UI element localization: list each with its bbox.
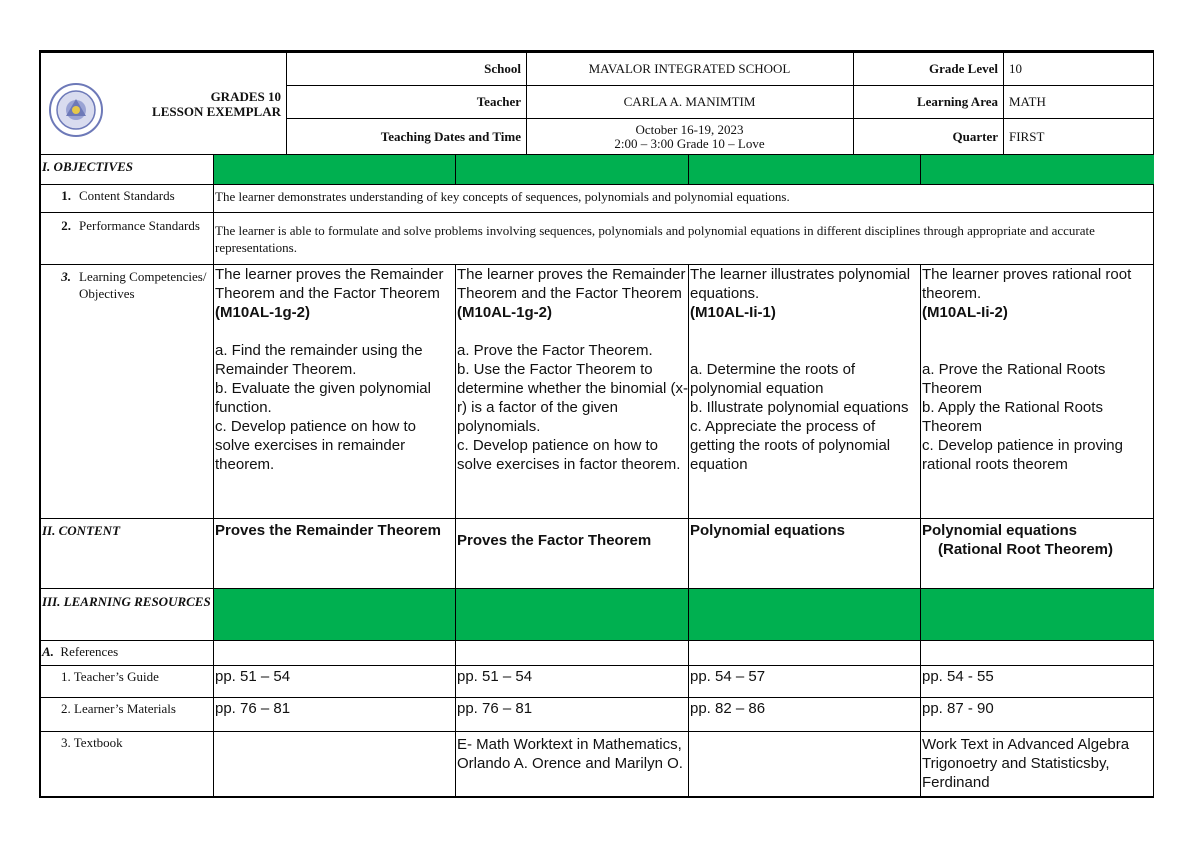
day1-code: (M10AL-1g-2)	[215, 304, 311, 321]
lm-day3: pp. 82 – 86	[688, 698, 920, 731]
quarter-label: Quarter	[952, 128, 998, 144]
day2-competency-cell	[455, 265, 688, 518]
textbook-row	[41, 731, 1154, 796]
day4-competency: The learner proves rational root theorem.	[922, 266, 1132, 302]
day2-objective-b: b. Use the Factor Theorem to determine whether the binomial (x-r) is a factor of the given polynomials.	[457, 361, 688, 435]
day1-objective-a: a. Find the remainder using the Remainder Theorem.	[215, 342, 423, 378]
content-day3: Polynomial equations	[688, 519, 920, 588]
tb-day3	[688, 732, 920, 796]
lm-day4: pp. 87 - 90	[920, 698, 1154, 731]
day3-competency: The learner illustrates polynomial equations.	[690, 266, 911, 302]
content-day2: Proves the Factor Theorem	[455, 519, 688, 588]
learners-materials-row	[41, 697, 1154, 731]
day4-objective-c: c. Develop patience in proving rational roots theorem	[922, 437, 1123, 473]
day3-competency-cell	[688, 265, 920, 518]
tg-day1: pp. 51 – 54	[213, 666, 455, 697]
day3-objective-c: c. Appreciate the process of getting the roots of polynomial equation	[690, 418, 891, 473]
day1-competency: The learner proves the Remainder Theorem and the Factor Theorem	[215, 266, 444, 302]
day4-objective-a: a. Prove the Rational Roots Theorem	[922, 361, 1106, 397]
performance-standards-label: Performance Standards	[79, 218, 200, 233]
quarter-value: FIRST	[1009, 128, 1045, 144]
day1-objective-b: b. Evaluate the given polynomial function.	[215, 380, 431, 416]
header-info-grid	[286, 53, 1154, 154]
learners-materials-label: 2. Learner’s Materials	[61, 701, 176, 716]
resources-heading-row	[41, 588, 1154, 640]
lm-day2: pp. 76 – 81	[455, 698, 688, 731]
content-day1: Proves the Remainder Theorem	[213, 519, 455, 588]
day1-objective-c: c. Develop patience on how to solve exercises in remainder theorem.	[215, 418, 416, 473]
day4-competency-cell	[920, 265, 1154, 518]
references-row	[41, 640, 1154, 665]
objectives-heading-row	[41, 154, 1154, 184]
performance-standards-num: 2.	[61, 218, 71, 233]
resources-heading: III. LEARNING RESOURCES	[42, 594, 211, 609]
competencies-row	[41, 264, 1154, 518]
day4-code: (M10AL-Ii-2)	[922, 304, 1008, 321]
tb-day2: E- Math Worktext in Mathematics, Orlando A. Orence and Marilyn O.	[455, 732, 688, 796]
dates-label: Teaching Dates and Time	[380, 128, 521, 144]
objectives-heading: I. OBJECTIVES	[42, 159, 134, 174]
day3-code: (M10AL-Ii-1)	[690, 304, 776, 321]
day4-objective-b: b. Apply the Rational Roots Theorem	[922, 399, 1103, 435]
teachers-guide-row	[41, 665, 1154, 697]
competencies-num: 3.	[61, 269, 71, 284]
teacher-label: Teacher	[476, 94, 521, 109]
title-grades: GRADES 10	[210, 89, 281, 104]
tb-day1	[213, 732, 455, 796]
dates-line2: 2:00 – 3:00 Grade 10 – Love	[614, 135, 765, 151]
lesson-header	[39, 50, 1154, 154]
teacher-value: CARLA A. MANIMTIM	[623, 94, 756, 109]
learning-area-label: Learning Area	[916, 94, 998, 109]
day2-objective-a: a. Prove the Factor Theorem.	[457, 342, 653, 359]
day2-objective-c: c. Develop patience on how to solve exercises in factor theorem.	[457, 437, 681, 473]
title-lesson-exemplar: LESSON EXEMPLAR	[152, 104, 281, 119]
tb-day4: Work Text in Advanced Algebra Trigonoetry and Statisticsby, Ferdinand	[920, 732, 1154, 796]
day1-competency-cell	[213, 265, 455, 518]
references-letter: A.	[42, 644, 54, 659]
learning-area-value: MATH	[1009, 94, 1046, 109]
tg-day3: pp. 54 – 57	[688, 666, 920, 697]
content-day4	[920, 519, 1154, 588]
title-block	[111, 89, 281, 119]
competencies-label: Learning Competencies/ Objectives	[79, 269, 207, 301]
grade-level-label: Grade Level	[929, 61, 998, 76]
performance-standards-row	[41, 212, 1154, 264]
content-day4-line1: Polynomial equations	[922, 522, 1078, 539]
textbook-label: 3. Textbook	[61, 735, 123, 750]
content-standards-text: The learner demonstrates understanding of key concepts of sequences, polynomials and polynomial equations.	[213, 185, 1154, 212]
content-row	[41, 518, 1154, 588]
tg-day2: pp. 51 – 54	[455, 666, 688, 697]
dates-value	[526, 119, 853, 154]
content-day4-line2: (Rational Root Theorem)	[938, 541, 1113, 558]
school-value: MAVALOR INTEGRATED SCHOOL	[588, 61, 791, 76]
day3-objective-b: b. Illustrate polynomial equations	[690, 399, 909, 416]
lesson-table	[39, 154, 1154, 798]
day2-code: (M10AL-1g-2)	[457, 304, 553, 321]
performance-standards-text: The learner is able to formulate and solve problems involving sequences, polynomials and polynomial equations in different disciplines through appropriate and accurate representations.	[213, 213, 1154, 264]
school-label: School	[484, 61, 521, 76]
references-label: References	[60, 644, 119, 659]
content-standards-row	[41, 184, 1154, 212]
deped-seal-logo	[49, 83, 103, 137]
tg-day4: pp. 54 - 55	[920, 666, 1154, 697]
lm-day1: pp. 76 – 81	[213, 698, 455, 731]
dates-line1: October 16-19, 2023	[635, 121, 744, 137]
content-standards-num: 1.	[61, 188, 71, 203]
teachers-guide-label: 1. Teacher’s Guide	[61, 669, 159, 684]
content-standards-label: Content Standards	[79, 188, 175, 203]
grade-level-value: 10	[1009, 61, 1022, 76]
content-heading: II. CONTENT	[42, 523, 121, 538]
day3-objective-a: a. Determine the roots of polynomial equation	[690, 361, 856, 397]
day2-competency: The learner proves the Remainder Theorem and the Factor Theorem	[457, 266, 686, 302]
